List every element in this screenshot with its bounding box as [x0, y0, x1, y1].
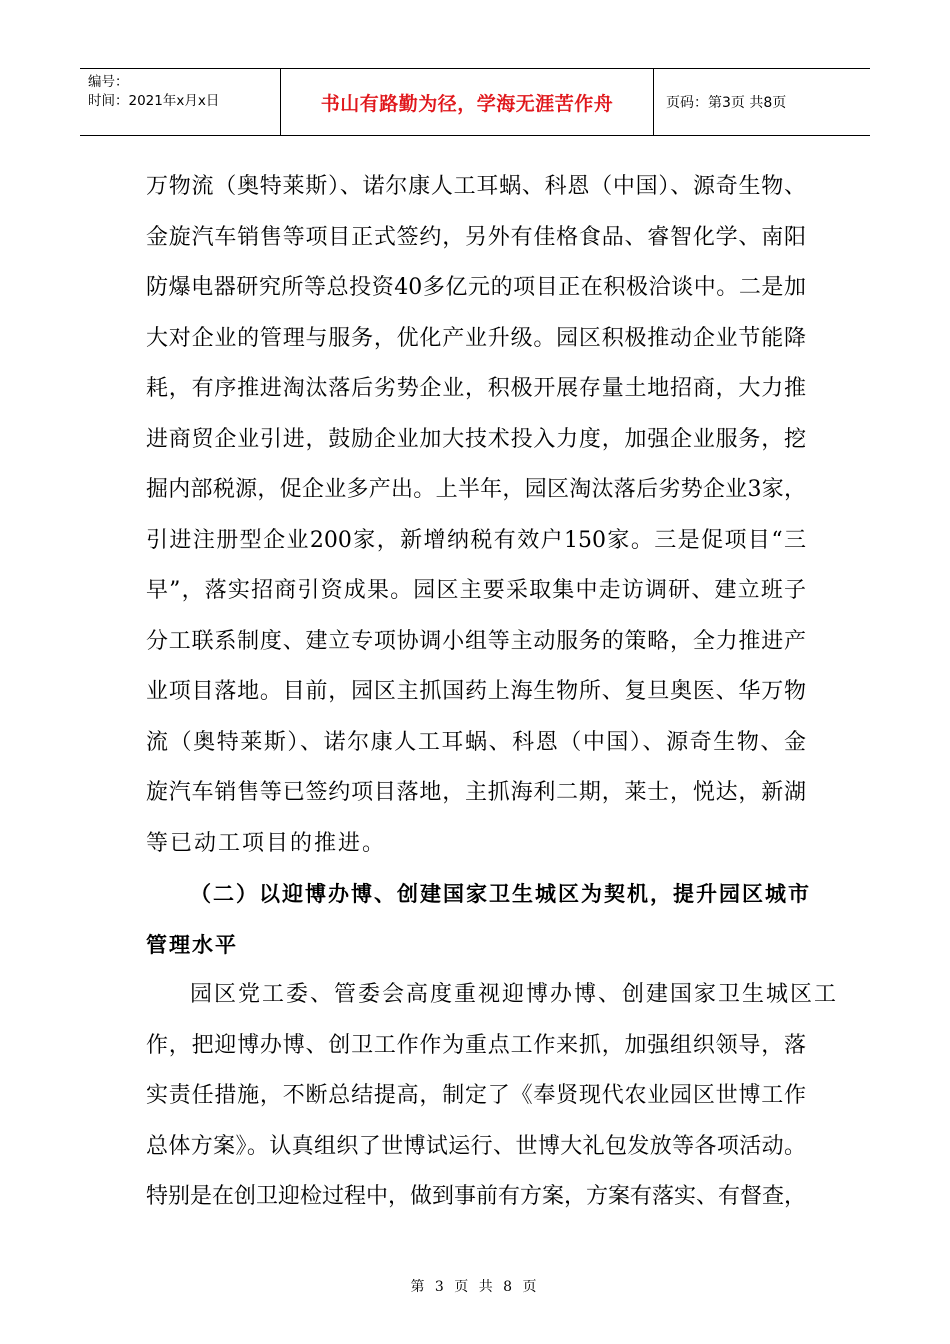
body-line: 万物流（奥特莱斯）、诺尔康人工耳蜗、科恩（中国）、源奇生物、 — [146, 174, 806, 199]
section-heading-line2: 管理水平 — [146, 932, 238, 957]
body-line: 分工联系制度、建立专项协调小组等主动服务的策略，全力推进产 — [146, 628, 806, 654]
document-header — [80, 68, 870, 136]
section-body-line: 园区党工委、管委会高度重视迎博办博、创建国家卫生城区工 — [190, 982, 839, 1007]
body-line: 耗，有序推进淘汰落后劣势企业，积极开展存量土地招商，大力推 — [146, 376, 806, 401]
header-page-number: 页码：第3页 共8页 — [666, 95, 787, 111]
body-line: 早”，落实招商引资成果。园区主要采取集中走访调研、建立班子 — [146, 578, 806, 603]
body-line: 大对企业的管理与服务，优化产业升级。园区积极推动企业节能降 — [146, 325, 806, 351]
header-motto: 书山有路勤为径，学海无涯苦作舟 — [281, 69, 654, 135]
section-body-line: 总体方案》。认真组织了世博试运行、世博大礼包发放等各项活动。 — [146, 1133, 806, 1159]
body-line: 旋汽车销售等已签约项目落地，主抓海利二期，莱士，悦达，新湖 — [146, 780, 806, 805]
body-line: 引进注册型企业200家，新增纳税有效户150家。三是促项目“三 — [146, 527, 806, 553]
body-line: 掘内部税源，促企业多产出。上半年，园区淘汰落后劣势企业3家， — [146, 477, 806, 502]
header-meta-cell — [80, 69, 281, 135]
document-body — [146, 162, 839, 1223]
body-line: 流（奥特莱斯）、诺尔康人工耳蜗、科恩（中国）、源奇生物、金 — [146, 729, 806, 755]
body-line: 金旋汽车销售等项目正式签约，另外有佳格食品、睿智化学、南阳 — [146, 224, 806, 250]
body-line: 防爆电器研究所等总投资40多亿元的项目正在积极洽谈中。二是加 — [146, 275, 806, 300]
page-footer: 第 3 页 共 8 页 — [410, 1279, 540, 1295]
section-body-line: 作，把迎博办博、创卫工作作为重点工作来抓，加强组织领导，落 — [146, 1032, 806, 1058]
section-heading-line1: （二）以迎博办博、创建国家卫生城区为契机，提升园区城市 — [190, 882, 811, 906]
date-label: 时间：2021年x月x日 — [88, 93, 220, 109]
section-body-line: 实责任措施，不断总结提高，制定了《奉贤现代农业园区世博工作 — [146, 1083, 806, 1108]
body-line: 业项目落地。目前，园区主抓国药上海生物所、复旦奥医、华万物 — [146, 679, 806, 704]
body-line: 等已动工项目的推进。 — [146, 830, 387, 856]
section-body-line: 特别是在创卫迎检过程中，做到事前有方案，方案有落实、有督查， — [146, 1184, 807, 1209]
body-line: 进商贸企业引进，鼓励企业加大技术投入力度，加强企业服务，挖 — [146, 426, 806, 452]
serial-number-label: 编号： — [88, 74, 129, 90]
